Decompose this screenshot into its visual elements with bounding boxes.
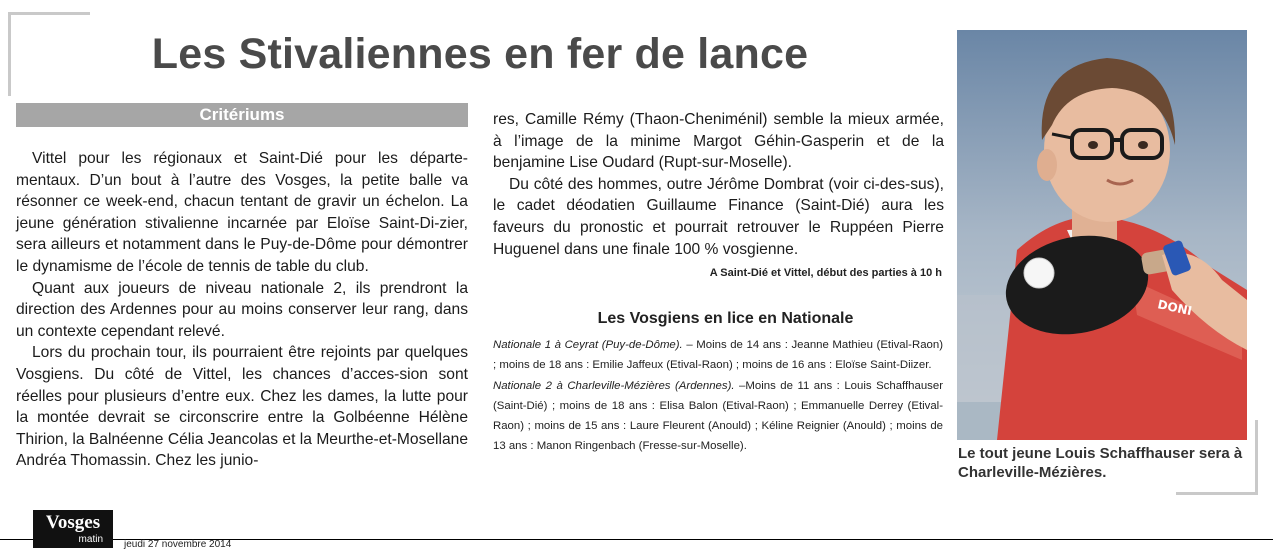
results-heading: Les Vosgiens en lice en Nationale	[597, 310, 854, 327]
article-dateline: A Saint-Dié et Vittel, début des parties à 10 h	[709, 267, 942, 279]
results-entry-label: Nationale 1 à Ceyrat (Puy-de-Dôme).	[493, 339, 683, 351]
article-column-1	[16, 148, 468, 472]
shirt-logo-text: DONI	[1156, 297, 1194, 319]
logo-main-text: Vosges	[45, 512, 101, 533]
results-entry	[493, 376, 943, 457]
results-entry-label: Nationale 2 à Charleville-Mézières (Ardennes).	[493, 379, 735, 392]
logo-sub-text: matin	[78, 534, 103, 545]
corner-frame-bottom-right-vertical	[1255, 420, 1258, 495]
section-rubric: Critériums	[16, 103, 468, 127]
results-entry-text: – Moins de 14 ans : Jeanne Mathieu (Etival-Raon) ; moins de 18 ans : Emilie Jaffeux (Etival-Raon) ; moins de 16 ans : Eloïse Saint-Diizer.	[493, 339, 943, 372]
photo-caption: Le tout jeune Louis Schaffhauser sera à Charleville-Mézières.	[958, 445, 1243, 481]
newspaper-logo	[33, 510, 113, 548]
corner-frame-top-left-vertical	[8, 12, 11, 96]
article-paragraph: Vittel pour les régionaux et Saint-Dié pour les départe-mentaux. D’un bout à l’autre des Vosges, la petite balle va résonner ce week-end, chacun tentant de gravir un échelon. La jeune génération stivalienne incarnée par Eloïse Saint-Di-zier, sera ailleurs et notamment dans le Puy-de-Dôme pour démontrer le dynamisme de l’école de tennis de table du club.	[16, 150, 468, 275]
corner-frame-top-left-horizontal	[8, 12, 90, 15]
results-list	[493, 335, 943, 457]
issue-date: jeudi 27 novembre 2014	[124, 539, 232, 550]
article-paragraph: Quant aux joueurs de niveau nationale 2, ils prendront la direction des Ardennes pour au moins conserver leur rang, dans un contexte cependant relevé.	[16, 279, 468, 340]
corner-frame-bottom-right-horizontal	[1176, 492, 1258, 495]
article-paragraph: Lors du prochain tour, ils pourraient être rejoints par quelques Vosgiens. Du côté de Vittel, les chances d’acces-sion sont réelles pour plusieurs d’entre eux. Chez les dames, la lutte pour la montée devrait se circonscrire entre la Golbéenne Hélène Thirion, la Balnéenne Célia Jeancolas et la Meurthe-et-Mosellane Andréa Thomassin. Chez les junio-	[16, 344, 468, 470]
article-paragraph-continuation: res, Camille Rémy (Thaon-Cheniménil) semble la mieux armée, à l’image de la minime Margot Géhin-Gasperin et de la benjamine Lise Oudard (Rupt-sur-Moselle).	[493, 111, 944, 172]
article-column-2	[493, 109, 944, 260]
article-headline: Les Stivaliennes en fer de lance	[151, 30, 809, 78]
article-paragraph: Du côté des hommes, outre Jérôme Dombrat (voir ci-des-sus), le cadet déodatien Guillaume Finance (Saint-Dié) aura les faveurs du pronostic et pourrait retrouver le Ruppéen Pierre Huguenel dans une finale 100 % vosgienne.	[493, 175, 944, 258]
results-entry	[493, 335, 943, 376]
photo-illustration	[957, 30, 1247, 440]
results-entry-text: –Moins de 11 ans : Louis Schaffhauser (Saint-Dié) ; moins de 18 ans : Elisa Balon (Etival-Raon) ; Emmanuelle Derrey (Etival-Raon) ; moins de 15 ans : Laure Fleurent (Anould) ; Kéline Reignier (Anould) ; moins de 13 ans : Manon Ringenbach (Fresse-sur-Moselle).	[493, 379, 943, 453]
article-photo	[957, 30, 1247, 440]
